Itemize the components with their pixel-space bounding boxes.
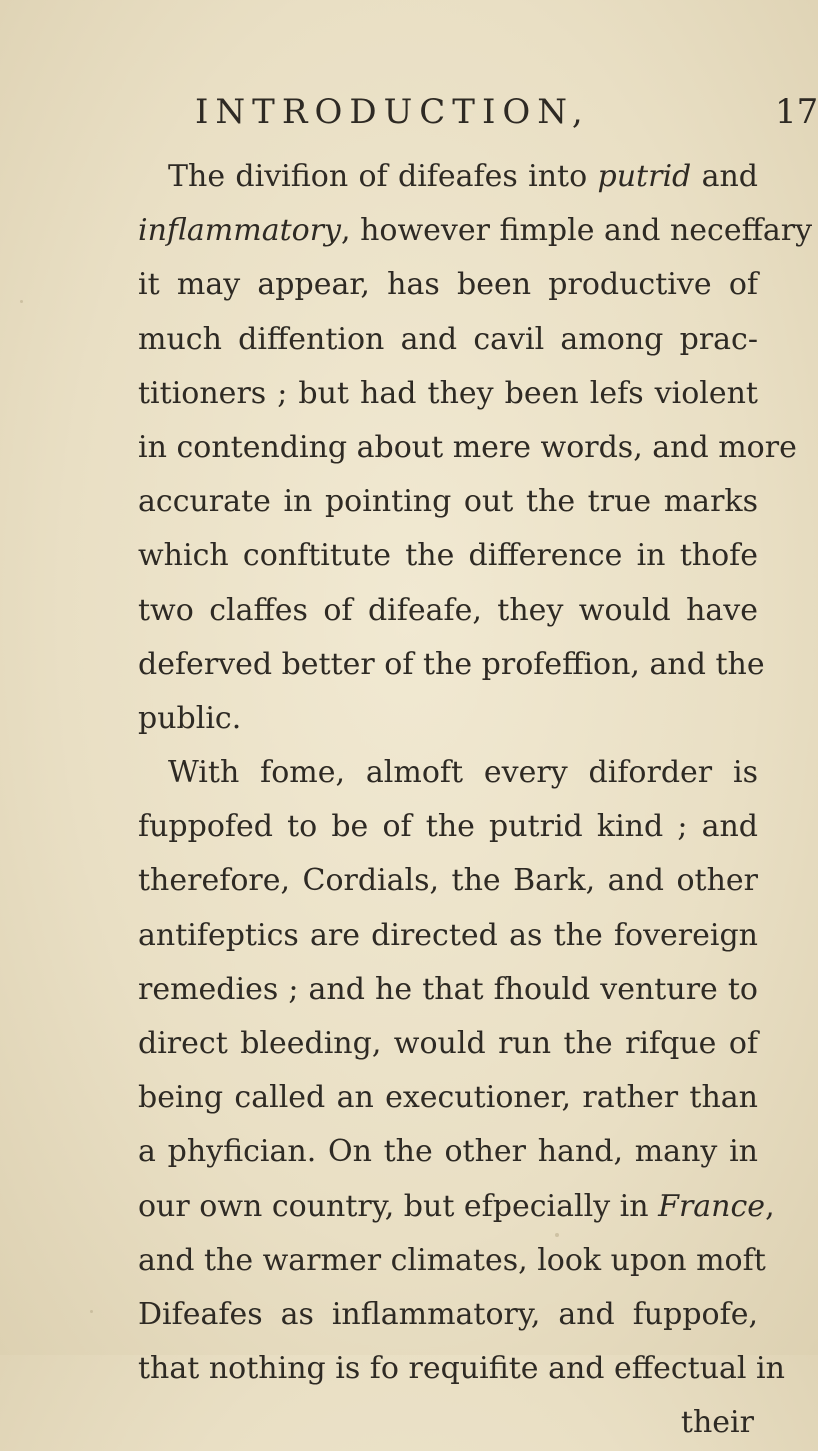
text-line: our own country, but efpecially in France,: [138, 1188, 775, 1224]
text-line: it may appear, has been productive of: [138, 267, 758, 303]
text-line: two claffes of difeafe, they would have: [138, 592, 758, 628]
text-line: which conftitute the difference in thofe: [138, 538, 758, 574]
paper-speck: [555, 1233, 559, 1237]
text-line: a phyfician. On the other hand, many in: [138, 1134, 758, 1170]
text-line: in contending about mere words, and more: [138, 429, 797, 465]
text-line: accurate in pointing out the true marks: [138, 484, 758, 520]
running-header: [195, 92, 818, 132]
text-line: being called an executioner, rather than: [138, 1080, 758, 1116]
italic-term: inflammatory: [138, 213, 341, 249]
text-line: much diffention and cavil among prac-: [138, 321, 758, 357]
paper-speck: [90, 1310, 93, 1313]
text-line: titioners ; but had they been lefs violent: [138, 375, 758, 411]
text-line: therefore, Cordials, the Bark, and other: [138, 863, 758, 899]
paper-speck: [20, 300, 23, 303]
text-line: Difeafes as inflammatory, and fuppofe,: [138, 1296, 758, 1332]
page-number: 17: [775, 92, 818, 132]
text-line: deferved better of the profeffion, and the: [138, 646, 765, 682]
italic-term: putrid: [597, 159, 692, 194]
italic-term: France: [658, 1188, 766, 1224]
text-line: antifeptics are directed as the fovereign: [138, 917, 758, 953]
text-line: The divifion of difeafes into putrid and: [168, 159, 758, 194]
text-line: public.: [138, 700, 242, 736]
text-line: With fome, almoft every diforder is: [168, 755, 758, 791]
catchword: their: [680, 1405, 754, 1441]
text-line: remedies ; and he that fhould venture to: [138, 971, 758, 1007]
running-title: INTRODUCTION,: [195, 92, 590, 132]
body-text: [138, 150, 813, 1451]
text-line: that nothing is fo requifite and effectual in: [138, 1351, 785, 1387]
text-line: fuppofed to be of the putrid kind ; and: [138, 809, 758, 845]
text-line: and the warmer climates, look upon moft: [138, 1242, 766, 1278]
text-line: direct bleeding, would run the rifque of: [138, 1026, 758, 1061]
text-line: inflammatory, however fimple and neceffary: [138, 213, 813, 249]
